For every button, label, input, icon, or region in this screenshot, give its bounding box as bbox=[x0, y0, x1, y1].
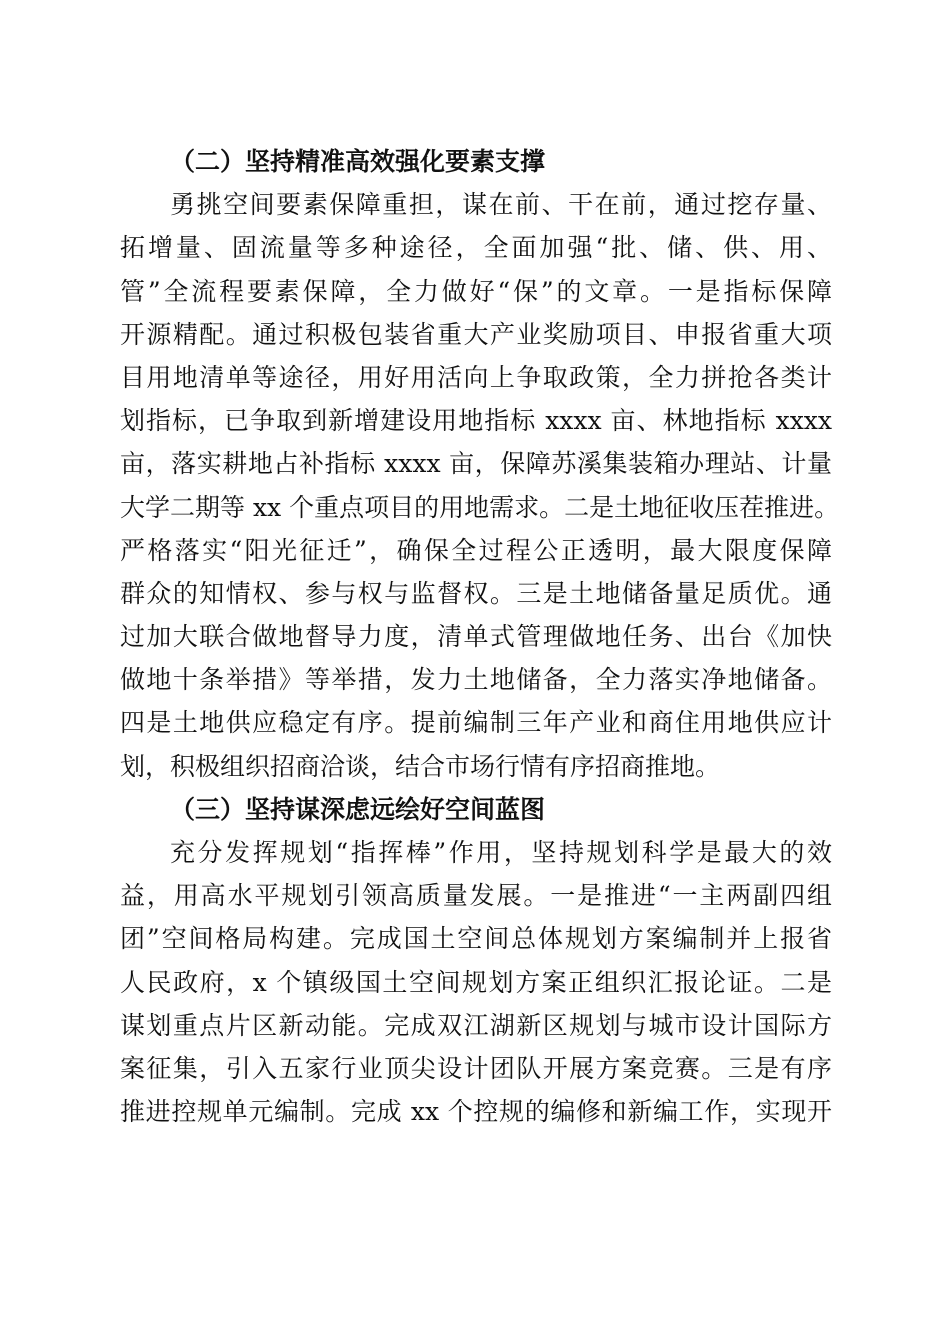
section-2-paragraph bbox=[120, 183, 840, 788]
paragraph-line: 谋划重点片区新动能。完成双江湖新区规划与城市设计国际方 bbox=[120, 1010, 832, 1040]
paragraph-line: 目用地清单等途径，用好用活向上争取政策，全力拼抢各类计 bbox=[120, 362, 832, 392]
paragraph-line: 做地十条举措》等举措，发力土地储备，全力落实净地储备。 bbox=[120, 665, 832, 695]
paragraph-line: 勇挑空间要素保障重担，谋在前、干在前，通过挖存量、 bbox=[170, 190, 832, 220]
paragraph-line: 案征集，引入五家行业顶尖设计团队开展方案竞赛。三是有序 bbox=[120, 1053, 832, 1083]
section-3-paragraph bbox=[120, 831, 832, 1133]
section-heading-2: （二）坚持精准高效强化要素支撑 bbox=[170, 147, 546, 176]
paragraph-line: 群众的知情权、参与权与监督权。三是土地储备量足质优。通 bbox=[120, 578, 832, 608]
paragraph-line: 严格落实“阳光征迁”，确保全过程公正透明，最大限度保障 bbox=[120, 535, 832, 565]
paragraph-line: 大学二期等 xx 个重点项目的用地需求。二是土地征收压茬推进。 bbox=[120, 492, 840, 522]
paragraph-line: 拓增量、固流量等多种途径，全面加强“批、储、供、用、 bbox=[120, 233, 832, 263]
paragraph-line: 划指标，已争取到新增建设用地指标 xxxx 亩、林地指标 xxxx bbox=[120, 406, 832, 436]
document-page bbox=[120, 140, 840, 1133]
paragraph-line: 人民政府，x 个镇级国土空间规划方案正组织汇报论证。二是 bbox=[120, 967, 832, 997]
paragraph-line: 益，用高水平规划引领高质量发展。一是推进“一主两副四组 bbox=[120, 881, 832, 911]
paragraph-line: 亩，落实耕地占补指标 xxxx 亩，保障苏溪集装箱办理站、计量 bbox=[120, 449, 832, 479]
paragraph-line: 团”空间格局构建。完成国土空间总体规划方案编制并上报省 bbox=[120, 924, 832, 954]
paragraph-line: 四是土地供应稳定有序。提前编制三年产业和商住用地供应计 bbox=[120, 708, 832, 738]
paragraph-line: 开源精配。通过积极包装省重大产业奖励项目、申报省重大项 bbox=[120, 319, 832, 349]
section-heading-3: （三）坚持谋深虑远绘好空间蓝图 bbox=[170, 794, 546, 824]
paragraph-line: 推进控规单元编制。完成 xx 个控规的编修和新编工作，实现开 bbox=[120, 1097, 832, 1127]
paragraph-line: 充分发挥规划“指挥棒”作用，坚持规划科学是最大的效 bbox=[170, 838, 832, 867]
paragraph-line: 过加大联合做地督导力度，清单式管理做地任务、出台《加快 bbox=[120, 622, 832, 652]
paragraph-line: 管”全流程要素保障，全力做好“保”的文章。一是指标保障 bbox=[120, 276, 832, 306]
paragraph-line: 划，积极组织招商洽谈，结合市场行情有序招商推地。 bbox=[120, 751, 721, 781]
